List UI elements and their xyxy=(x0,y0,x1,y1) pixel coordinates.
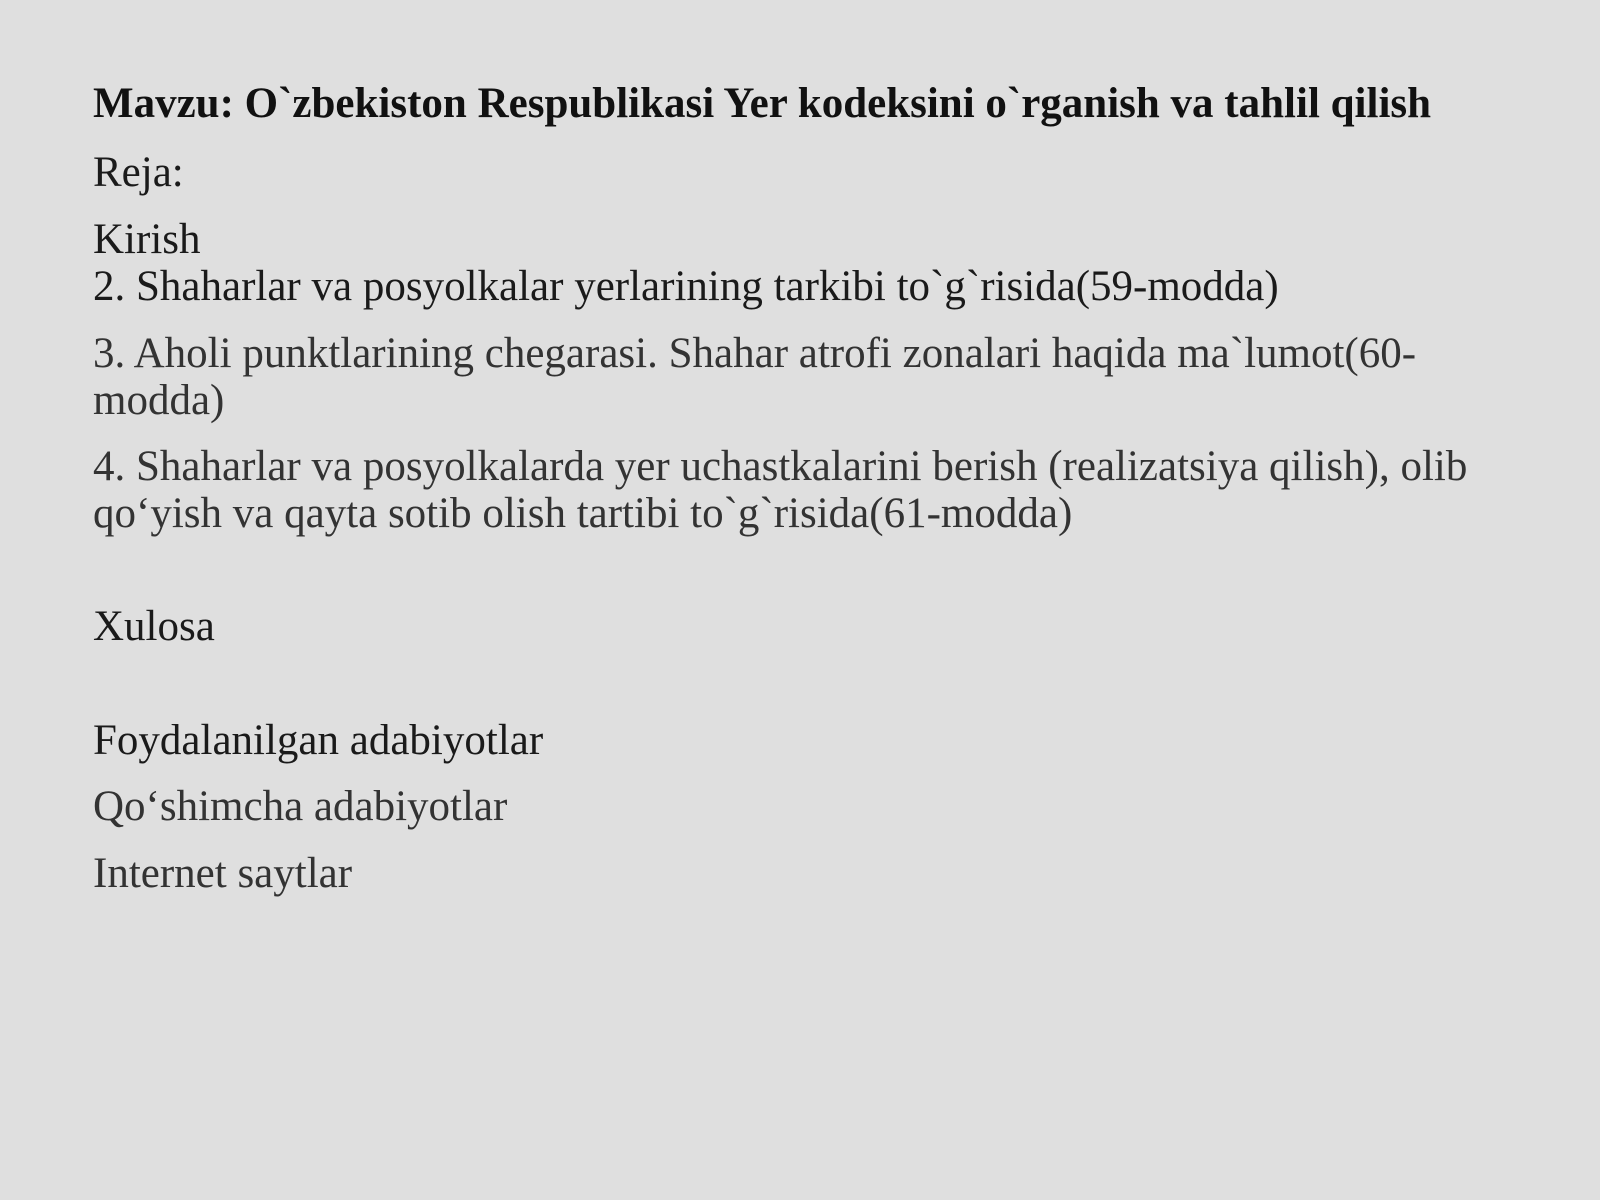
plan-item-intro: Kirish xyxy=(93,216,201,263)
plan-item-references: Foydalanilgan adabiyotlar xyxy=(93,717,544,764)
plan-item-3: 3. Aholi punktlarining chegarasi. Shahar atrofi zonalari haqida ma`lumot(60-modda) xyxy=(93,330,1417,424)
plan-item-conclusion: Xulosa xyxy=(93,603,215,650)
plan-item-internet-sites: Internet saytlar xyxy=(93,850,353,897)
plan-heading: Reja: xyxy=(93,149,184,196)
plan-item-additional-literature: Qo‘shimcha adabiyotlar xyxy=(93,783,508,830)
plan-item-4: 4. Shaharlar va posyolkalarda yer uchastkalarini berish (realizatsiya qilish), olib qo‘yish va qayta sotib olish tartibi to`g`risida(61-modda) xyxy=(93,443,1468,537)
plan-item-2: 2. Shaharlar va posyolkalar yerlarining tarkibi to`g`risida(59-modda) xyxy=(93,263,1279,310)
slide-title: Mavzu: O`zbekiston Respublikasi Yer kodeksini o`rganish va tahlil qilish xyxy=(93,80,1432,127)
